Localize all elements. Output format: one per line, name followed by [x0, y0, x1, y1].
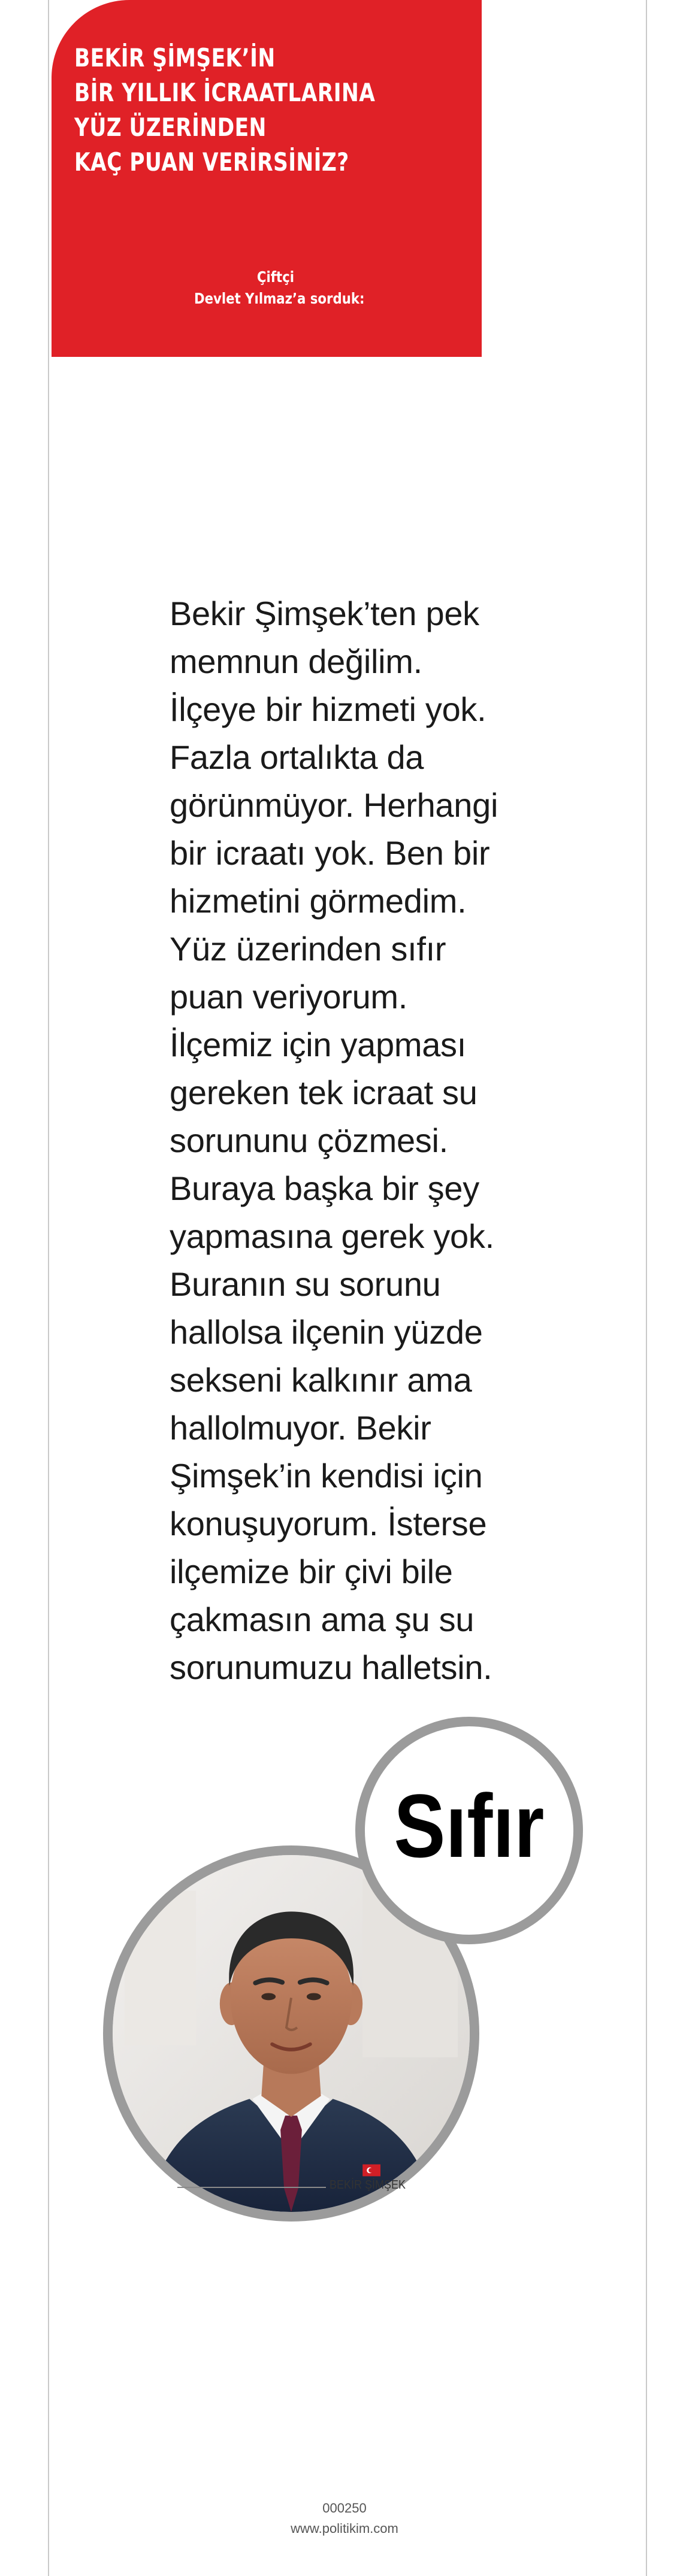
quote-line: hallolsa ilçenin yüzde — [170, 1313, 483, 1351]
footer-code: 000250 — [322, 2501, 367, 2516]
quote-line: Şimşek’in kendisi için — [170, 1457, 483, 1495]
interview-quote — [170, 590, 541, 1692]
quote-line: görünmüyor. Herhangi — [170, 786, 498, 824]
quote-line: sorunumuzu halletsin. — [170, 1648, 492, 1686]
quote-line: gereken tek icraat su — [170, 1074, 478, 1111]
headline-line: BEKİR ŞİMŞEK’İN — [74, 43, 276, 72]
quote-line: puan veriyorum. — [170, 978, 408, 1016]
score-value: Sıfır — [394, 1775, 545, 1876]
quote-line: memnun değilim. — [170, 643, 422, 680]
interview-intro — [194, 266, 365, 310]
quote-line: hallolmuyor. Bekir — [170, 1409, 431, 1447]
footer-website: www.politikim.com — [291, 2521, 398, 2536]
footer — [228, 2498, 461, 2539]
quote-line: ilçemize bir çivi bile — [170, 1553, 453, 1590]
headline-line: KAÇ PUAN VERİRSİNİZ? — [74, 147, 349, 177]
quote-line: Fazla ortalıkta da — [170, 738, 424, 776]
quote-line: sekseni kalkınır ama — [170, 1361, 472, 1399]
quote-line: sorununu çözmesi. — [170, 1122, 448, 1159]
quote-line: Yüz üzerinden sıfır — [170, 930, 446, 968]
quote-line: Bekir Şimşek’ten pek — [170, 595, 479, 632]
quote-line: Buranın su sorunu — [170, 1265, 441, 1303]
interviewee-role: Çiftçi — [256, 268, 295, 286]
quote-line: çakmasın ama şu su — [170, 1601, 475, 1638]
quote-line: bir icraatı yok. Ben bir — [170, 834, 490, 872]
headline — [74, 41, 389, 180]
quote-line: yapmasına gerek yok. — [170, 1217, 494, 1255]
quote-line: konuşuyorum. İsterse — [170, 1505, 487, 1542]
quote-line: İlçeye bir hizmeti yok. — [170, 690, 486, 728]
quote-line: Buraya başka bir şey — [170, 1169, 479, 1207]
quote-line: hizmetini görmedim. — [170, 882, 467, 920]
headline-line: BİR YILLIK İCRAATLARINA — [74, 78, 376, 107]
headline-line: YÜZ ÜZERİNDEN — [74, 113, 267, 142]
photo-caption: BEKİR ŞİMŞEK — [330, 2178, 406, 2192]
interviewee-name: Devlet Yılmaz’a sorduk: — [194, 290, 365, 307]
quote-line: İlçemiz için yapması — [170, 1026, 467, 1063]
score-badge — [355, 1717, 583, 1944]
caption-divider — [177, 2187, 326, 2188]
